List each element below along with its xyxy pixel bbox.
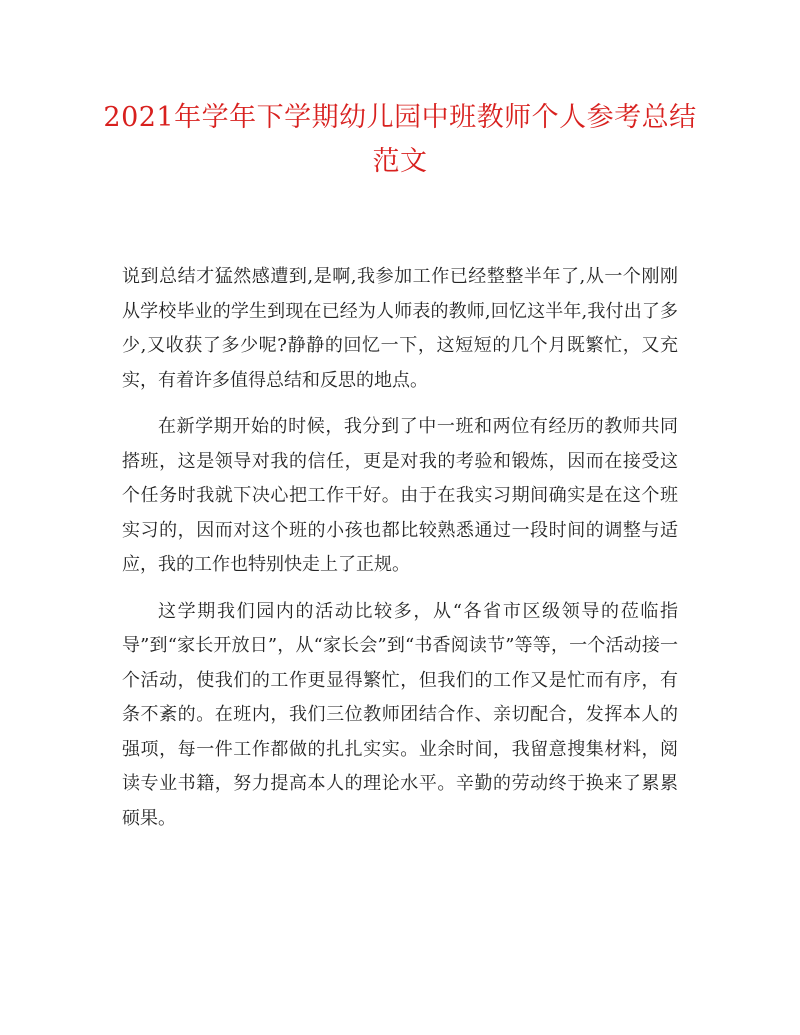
document-title: 2021年学年下学期幼儿园中班教师个人参考总结范文	[103, 102, 697, 177]
paragraph-new-semester: 在新学期开始的时候，我分到了中一班和两位有经历的教师共同搭班，这是领导对我的信任，更是对我的考验和锻炼，因而在接受这个任务时我就下决心把工作干好。由于在我实习期间确实是在这个班实习的，因而对这个班的小孩也都比较熟悉通过一段时间的调整与适应，我的工作也特别快走上了正规。	[122, 416, 678, 575]
paragraph-intro: 说到总结才猛然感遭到,是啊,我参加工作已经整整半年了,从一个刚刚从学校毕业的学生到现在已经为人师表的教师,回忆这半年,我付出了多少,又收获了多少呢?静静的回忆一下，这短短的几个月既繁忙，又充实，有着许多值得总结和反思的地点。	[122, 266, 678, 391]
paragraph-activities: 这学期我们园内的活动比较多，从“各省市区级领导的莅临指导”到“家长开放日”，从“家长会”到“书香阅读节”等等，一个活动接一个活动，使我们的工作更显得繁忙，但我们的工作又是忙而有序，有条不紊的。在班内，我们三位教师团结合作、亲切配合，发挥本人的强项，每一件工作都做的扎扎实实。业余时间，我留意搜集材料，阅读专业书籍，努力提高本人的理论水平。辛勤的劳动终于换来了累累硕果。	[122, 600, 678, 829]
document-body	[122, 260, 678, 848]
